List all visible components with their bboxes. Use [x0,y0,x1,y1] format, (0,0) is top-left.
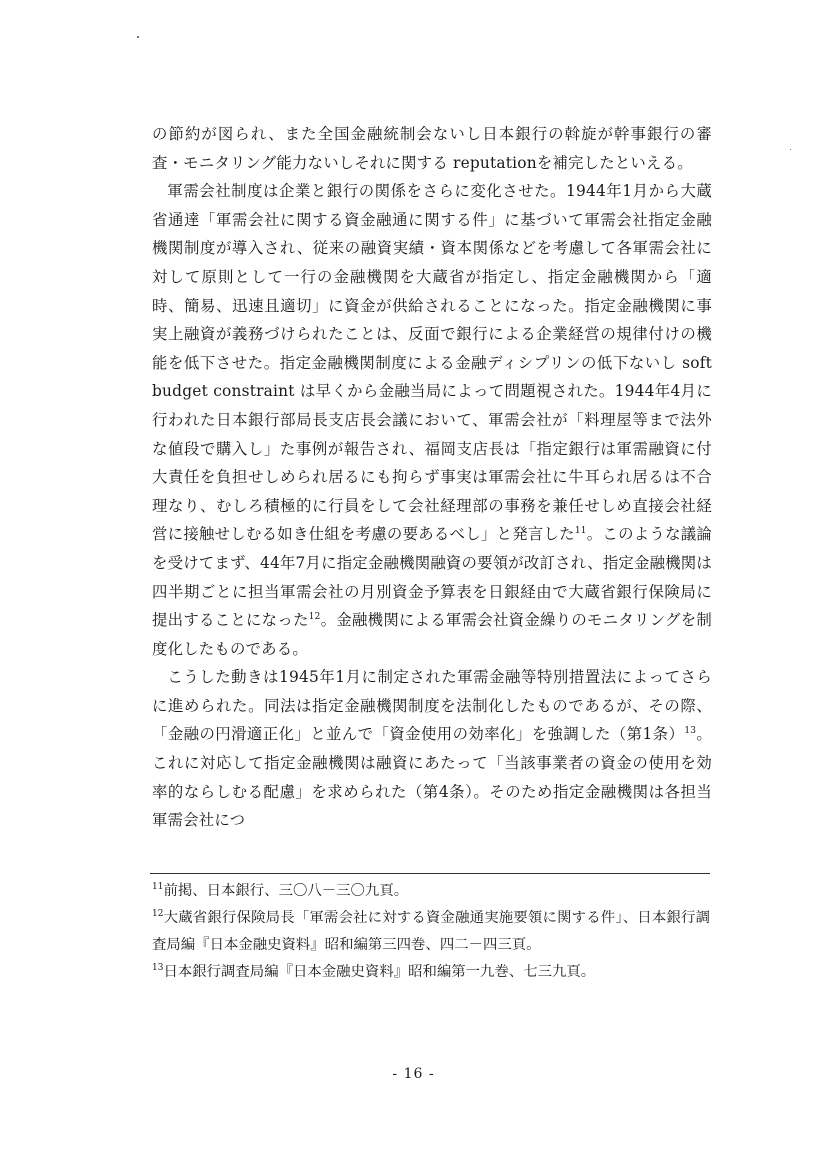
footnote-reference: 12 [308,611,321,622]
footnote-text: 大蔵省銀行保険局長「軍需会社に対する資金融通実施要領に関する件」、日本銀行調査局編『日本金融史資料』昭和編第三四巻、四二－四三頁。 [152,910,710,953]
footnote-text: 前掲、日本銀行、三〇八－三〇九頁。 [163,883,409,899]
footnote [152,959,710,986]
footnote [152,878,710,905]
body-text [152,120,712,835]
page-number: - 16 - [392,1066,435,1082]
paragraph-text: 。金融機関による軍需会社資金繰りのモニタリングを制度化したものである。 [152,611,712,658]
paragraph-text: 。これに対応して指定金融機関は融資にあたって「当該事業者の資金の使用を効率的ならしむる配慮」を求められた（第4条）。そのため指定金融機関は各担当軍需会社につ [152,725,713,830]
body-paragraph [152,120,712,177]
footnote-mark: 13 [152,963,164,974]
footnote [152,905,710,959]
footnote-text: 日本銀行調査局編『日本金融史資料』昭和編第一九巻、七三九頁。 [163,964,596,980]
body-paragraph [152,177,712,663]
footnote-divider [150,873,710,874]
paragraph-text: の節約が図られ、また全国金融統制会ないし日本銀行の斡旋が幹事銀行の審査・モニタリング能力ないしそれに関する reputationを補完したといえる。 [152,125,712,172]
paragraph-text: こうした動きは1945年1月に制定された軍需金融等特別措置法によってさらに進められた。同法は指定金融機関制度を法制化したものであるが、その際、「金融の円滑適正化」と並んで「資金使用の効率化」を強調した（第1条） [152,668,712,744]
footnotes [152,878,710,986]
footnote-mark: 12 [152,909,164,920]
paragraph-text: 軍需会社制度は企業と銀行の関係をさらに変化させた。1944年1月から大蔵省通達「軍需会社に関する資金融通に関する件」に基づいて軍需会社指定金融機関制度が導入され、従来の融資実績・資本関係などを考慮して各軍需会社に対して原則として一行の金融機関を大蔵省が指定し、指定金融機関から「適時、簡易、迅速且適切」に資金が供給されることになった。指定金融機関に事実上融資が義務づけられたことは、反面で銀行による企業経営の規律付けの機能を低下させた。指定金融機関制度による金融ディシプリンの低下ないし soft budget constraint は早くから金融当局によって問題視された。1944年4月に行われた日本銀行部局長支店長会議において、軍需会社が「料理屋等まで法外な値段で購入し」た事例が報告され、福岡支店長は「指定銀行は軍需融資に付大責任を負担せしめられ居るにも拘らず事実は軍需会社に牛耳られ居るは不合理なり、むしろ積極的に行員をして会社経理部の事務を兼任せしめ直接会社経営に接触せしむる如き仕組を考慮の要あるべし」と発言した [152,182,712,544]
footnote-mark: 11 [152,882,164,893]
footnote-reference: 11 [574,526,587,537]
paragraph-text: 。このような議論を受けてまず、44年7月に指定金融機関融資の要領が改訂され、指定金融機関は四半期ごとに担当軍需会社の月別資金予算表を日銀経由で大蔵省銀行保険局に提出することになった [152,525,712,630]
footnote-reference: 13 [684,726,697,737]
body-paragraph [152,663,712,835]
scan-speck [137,36,139,38]
scan-speck [790,149,791,150]
